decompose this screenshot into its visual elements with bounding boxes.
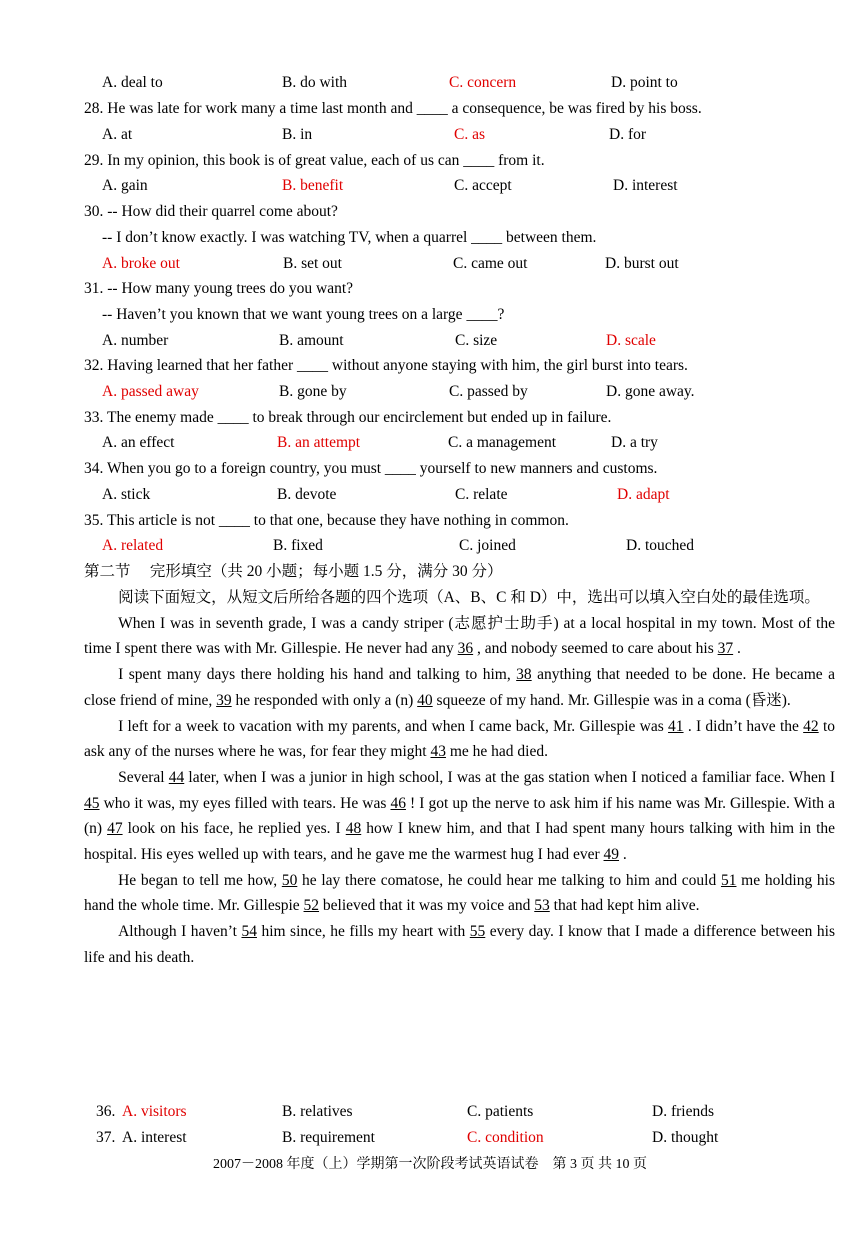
passage-text: ! I got up the nerve to ask him if his name was Mr. Gillespie. With a (n) [84,794,835,838]
blank-51: 51 [720,871,737,889]
q33-option-d: D. a try [611,434,658,451]
q34-option-d-answer: D. adapt [617,486,670,503]
q33-option-a: A. an effect [102,434,175,451]
q27-option-d: D. point to [611,74,678,91]
q33-option-b-answer: B. an attempt [277,434,361,451]
q31-stem: 31. -- How many young trees do you want? [84,280,354,297]
q28-option-d: D. for [609,126,647,143]
q28-option-c-answer: C. as [454,126,485,143]
q30-stem: 30. -- How did their quarrel come about? [84,203,338,220]
page-footer: 2007－2008 年度（上）学期第一次阶段考试英语试卷 第 3 页 共 10 页 [213,1157,647,1172]
q28-option-b: B. in [282,126,313,143]
passage-text: He began to tell me how, [118,871,282,889]
q27-option-b: B. do with [282,74,348,91]
passage-text: I spent many days there holding his hand and talking to him, [118,666,517,684]
q28-options [102,122,802,148]
blank-52: 52 [303,897,320,915]
passage-text: . [619,846,627,864]
q34-option-c: C. relate [455,486,508,503]
blank-39: 39 [216,691,232,709]
q37-option-b: B. requirement [282,1129,375,1146]
passage-text: . I didn’t have the [683,717,804,735]
passage-text: look on his face, he replied yes. I [122,820,346,838]
q36-number: 36. [96,1103,116,1120]
blank-40: 40 [417,691,433,709]
passage-paragraph-5 [84,868,835,919]
q34-options [102,482,802,508]
blank-41: 41 [668,717,684,735]
q36-options [96,1099,796,1125]
instruction: 阅读下面短文，从短文后所给各题的四个选项（A、B、C 和 D）中，选出可以填入空白处的最佳选项。 [118,589,820,606]
q36-option-d: D. friends [652,1103,714,1120]
q28-stem: 28. He was late for work many a time last month and ____ a consequence, be was fired by his boss. [84,100,702,117]
q35-stem: 35. This article is not ____ to that one, because they have nothing in common. [84,512,569,529]
passage-text: Although I haven’t [118,923,242,941]
q35-options [102,533,802,559]
q35-option-b: B. fixed [273,537,323,554]
q27-options [102,70,802,96]
passage-paragraph-4 [84,765,835,868]
passage-text: I left for a week to vacation with my parents, and when I came back, Mr. Gillespie was [118,717,669,735]
passage-text: Several [118,768,169,786]
passage-text: anything that needed to be done. He became a close friend of mine, [84,666,835,709]
blank-38: 38 [516,666,532,684]
blank-37: 37 [717,640,734,658]
q28-option-a: A. at [102,126,133,143]
q30-option-c: C. came out [453,255,528,272]
blank-44: 44 [168,768,185,786]
q36-option-a-answer: A. visitors [122,1103,187,1120]
q32-option-d: D. gone away. [606,383,695,400]
q34-option-a: A. stick [102,486,151,503]
q31-option-a: A. number [102,332,169,349]
q36-option-b: B. relatives [282,1103,353,1120]
blank-46: 46 [390,794,406,812]
cloze-passage [84,585,835,971]
q33-options [102,430,802,456]
blank-48: 48 [345,820,362,838]
blank-49: 49 [603,846,620,864]
q30-option-a-answer: A. broke out [102,255,180,272]
section-title: 第二节 完形填空（共 20 小题；每小题 1.5 分，满分 30 分） [84,563,503,580]
q31-stem-reply: -- Haven’t you known that we want young trees on a large ____? [102,306,505,323]
q31-options [102,328,802,354]
q29-stem: 29. In my opinion, this book is of great value, each of us can ____ from it. [84,152,545,169]
blank-50: 50 [281,871,298,889]
q37-option-a: A. interest [122,1129,187,1146]
passage-text: When I was in seventh grade, I was a candy striper (志愿护士助手) at a local hospital in my town. Most of the time I spent there was with Mr. Gillespie. He never had any [84,614,835,658]
q32-option-b: B. gone by [279,383,347,400]
passage-paragraph-2 [84,662,835,713]
q30-option-d: D. burst out [605,255,679,272]
passage-paragraph-1 [84,611,835,662]
blank-42: 42 [803,717,819,735]
q29-option-b-answer: B. benefit [282,177,344,194]
q37-options [96,1125,796,1151]
q35-option-a-answer: A. related [102,537,164,554]
q29-option-c: C. accept [454,177,512,194]
q31-option-c: C. size [455,332,498,349]
passage-text: he lay there comatose, he could hear me talking to him and could [297,871,721,889]
passage-text: he responded with only a (n) [231,691,418,709]
q32-option-c: C. passed by [449,383,528,400]
passage-text: every day. I know that I made a difference between his life and his death. [84,923,835,966]
q32-stem: 32. Having learned that her father ____ without anyone staying with him, the girl burst into tears. [84,357,688,374]
q29-option-a: A. gain [102,177,148,194]
blank-47: 47 [107,820,123,838]
passage-paragraph-3 [84,714,835,765]
q34-option-b: B. devote [277,486,337,503]
q34-stem: 34. When you go to a foreign country, you must ____ yourself to new manners and customs. [84,460,658,477]
q36-option-c: C. patients [467,1103,534,1120]
q30-stem-reply: -- I don’t know exactly. I was watching TV, when a quarrel ____ between them. [102,229,597,246]
q31-option-d-answer: D. scale [606,332,656,349]
blank-43: 43 [430,743,446,761]
q29-options [102,173,802,199]
passage-text: . [733,640,741,658]
passage-text: later, when I was a junior in high school, I was at the gas station when I noticed a familiar face. When I [184,768,835,786]
passage-text: how I knew him, and that I had spent many hours talking with him in the hospital. His eyes welled up with tears, and he gave me the warmest hug I had ever [84,820,836,864]
blank-54: 54 [241,923,257,941]
passage-text: me he had died. [445,743,548,761]
q35-option-d: D. touched [626,537,695,554]
q27-option-c-answer: C. concern [449,74,517,91]
blank-36: 36 [457,640,474,658]
passage-text: who it was, my eyes filled with tears. He was [99,794,391,812]
passage-text: me holding his hand the whole time. Mr. Gillespie [84,871,835,915]
q30-options [102,251,802,277]
passage-text: him since, he fills my heart with [256,923,470,941]
passage-text: to ask any of the nurses where he was, for fear they might [84,717,836,761]
q33-stem: 33. The enemy made ____ to break through our encirclement but ended up in failure. [84,409,612,426]
passage-text: believed that it was my voice and [319,897,535,915]
blank-45: 45 [84,794,100,812]
q32-options [102,379,802,405]
passage-paragraph-6 [84,919,835,970]
q29-option-d: D. interest [613,177,678,194]
passage-text: squeeze of my hand. Mr. Gillespie was in a coma (昏迷). [432,691,791,709]
q30-option-b: B. set out [283,255,342,272]
q33-option-c: C. a management [448,434,557,451]
passage-text: , and nobody seemed to care about his [473,640,718,658]
q32-option-a-answer: A. passed away [102,383,199,400]
q37-option-c-answer: C. condition [467,1129,544,1146]
passage-text: that had kept him alive. [549,897,700,915]
q35-option-c: C. joined [459,537,516,554]
q37-number: 37. [96,1129,116,1146]
q37-option-d: D. thought [652,1129,719,1146]
blank-55: 55 [469,923,486,941]
blank-53: 53 [534,897,550,915]
q31-option-b: B. amount [279,332,344,349]
q27-option-a: A. deal to [102,74,163,91]
